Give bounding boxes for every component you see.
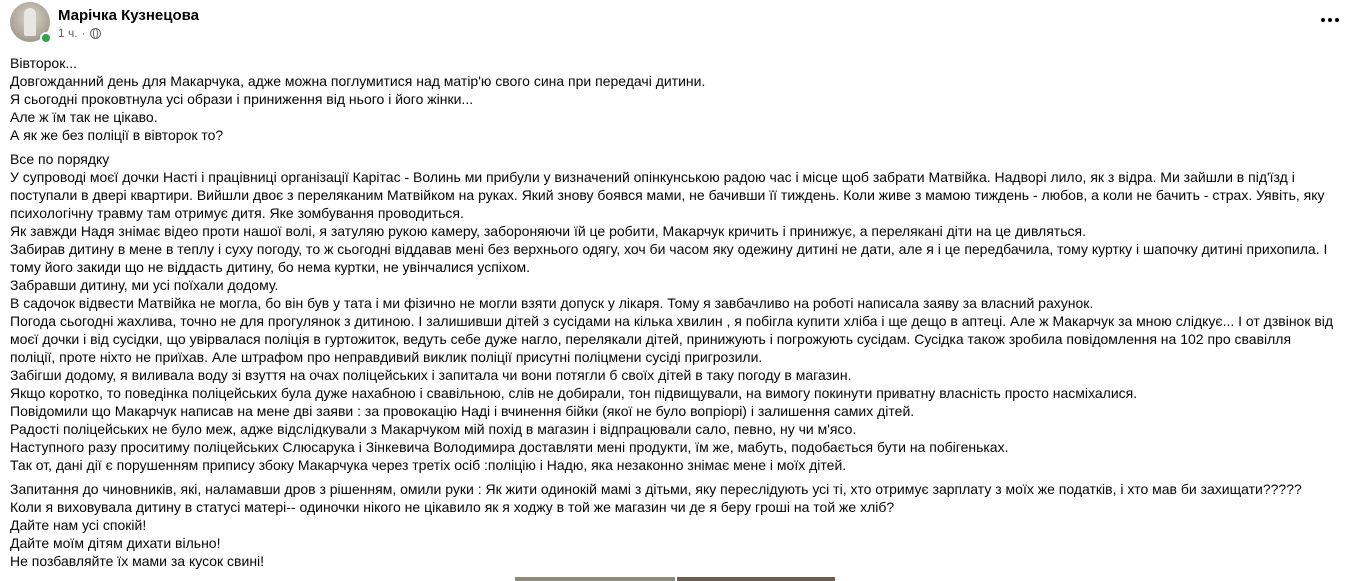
dot-icon: [1328, 18, 1332, 22]
post-text: [10, 54, 1340, 576]
text-line: Якщо коротко, то поведінка поліцейських була дуже нахабною і свавільною, слів не добирали, тон підвищували, на вимогу покинути приватну власність просто насміхалися.: [10, 385, 1138, 401]
text-line: Але ж їм так не цікаво.: [10, 109, 158, 125]
dot-icon: [1335, 18, 1339, 22]
text-line: Забирав дитину в мене в теплу і суху погоду, то ж сьогодні віддавав мені без верхнього одягу, хоч би часом яку одежину дитині не дати, але я і це передбачила, тому куртку і шапочку дитині прихопила. І тому його закиди що не віддасть дитину, бо нема куртки, не увінчалися успіхом.: [10, 241, 1328, 275]
dot-icon: [1321, 18, 1325, 22]
text-line: Дайте моїм дітям дихати вільно!: [10, 535, 221, 551]
meta-separator: ·: [81, 26, 86, 40]
text-line: Коли я виховувала дитину в статусі матері-- одиночки нікого не цікавило як я ходжу в той же магазин чи де я беру гроші на той же хліб?: [10, 499, 895, 515]
text-line: Радості поліцейських не було меж, адже відслідкували з Макарчуком мій похід в магазин і відпрацювали сало, певно, ну чи м'ясо.: [10, 421, 857, 437]
text-line: Як завжди Надя знімає відео проти нашої волі, я затуляю рукою камеру, забороняючи їй це робити, Макарчук кричить і принижує, а перелякані діти на це дивляться.: [10, 223, 1086, 239]
text-line: Наступного разу проситиму поліцейських Слюсарука і Зінкевича Володимира доставляти мені продукти, їм же, мабуть, подобається бути на побігеньках.: [10, 439, 1009, 455]
more-options-button[interactable]: [1316, 8, 1344, 32]
text-line: Забігши додому, я виливала воду зі взуття на очах поліцейських і запитала чи вони потягли б своїх дітей в таку погоду в магазин.: [10, 367, 852, 383]
avatar-figure: [24, 8, 36, 36]
text-line: Я сьогодні проковтнула усі образи і приниження від нього і його жінки...: [10, 91, 474, 107]
text-line: А як же без поліції в вівторок то?: [10, 127, 224, 143]
text-line: Забравши дитину, ми усі поїхали додому.: [10, 277, 279, 293]
text-line: У супроводі моєї дочки Насті і працівниці організації Карітас - Волинь ми прибули у визначений опінкунською радою час і місце щоб забрати Матвійка. Надворі лило, як з відра. Ми зайшли в під'їзд і поступали в двері квартири. Вийшли двоє з переляканим Матвійком на руках. Який знову боявся мами, не бачивши її тиждень. Коли живе з мамою тиждень - любов, а коли не бачить - страх. Уявіть, яку психологічну травму там отримує дитя. Яке зомбування проводиться.: [10, 169, 1325, 221]
text-line: Дайте нам усі спокій!: [10, 517, 147, 533]
text-line: Не позбавляйте їх мами за кусок свині!: [10, 553, 265, 569]
paragraph-2: [10, 150, 1340, 474]
author-name[interactable]: Марічка Кузнецова: [58, 7, 199, 24]
post-meta: [58, 26, 101, 40]
paragraph-1: [10, 54, 1340, 144]
post-photos[interactable]: [515, 577, 837, 581]
post-time[interactable]: 1 ч.: [58, 26, 78, 40]
text-line: Все по порядку: [10, 151, 110, 167]
paragraph-3: [10, 480, 1340, 570]
text-line: Запитання до чиновників, які, наламавши дров з рішенням, омили руки : Як жити одинокій мамі з дітьми, яку переслідують усі ті, хто отримує зарплату з моїх же податків, і хто мав би захищати?????: [10, 481, 1302, 497]
text-line: Повідомили що Макарчук написав на мене дві заяви : за провокацію Наді і вчинення бійки (якої не було вопріорі) і залишення самих дітей.: [10, 403, 915, 419]
text-line: Довгожданний день для Макарчука, адже можна поглумитися над матір'ю свого сина при передачі дитини.: [10, 73, 706, 89]
text-line: Вівторок...: [10, 55, 77, 71]
photo-thumbnail[interactable]: [515, 577, 675, 581]
online-status-icon: [40, 32, 52, 44]
text-line: Погода сьогодні жахлива, точно не для прогулянок з дитиною. І залишивши дітей з сусідами на кілька хвилин , я побігла купити хліба і ще дещо в аптеці. Але ж Макарчук за мною слідкує... І от дзвінок від моєї дочки і від сусідки, що увірвалася поліція в гуртожиток, ведуть себе дуже нагло, перелякали дітей, принижують і погрожують сусідам. Сусідка також зробила повідомлення на 102 про свавілля поліції, проте ніхто не приїхав. Але штрафом про неправдивий виклик поліції присутні поліцмени сусіді пригрозили.: [10, 313, 1334, 365]
text-line: В садочок відвести Матвійка не могла, бо він був у тата і ми фізично не могли взяти допуск у лікаря. Тому я завбачливо на роботі написала заяву за власний рахунок.: [10, 295, 1094, 311]
post-header: [10, 2, 1350, 44]
globe-icon[interactable]: [90, 28, 101, 39]
photo-thumbnail[interactable]: [677, 577, 835, 581]
text-line: Так от, дані дії є порушенням припису збоку Макарчука через третіх осіб :поліцію і Надю, яка незаконно знімає мене і моїх дітей.: [10, 457, 847, 473]
